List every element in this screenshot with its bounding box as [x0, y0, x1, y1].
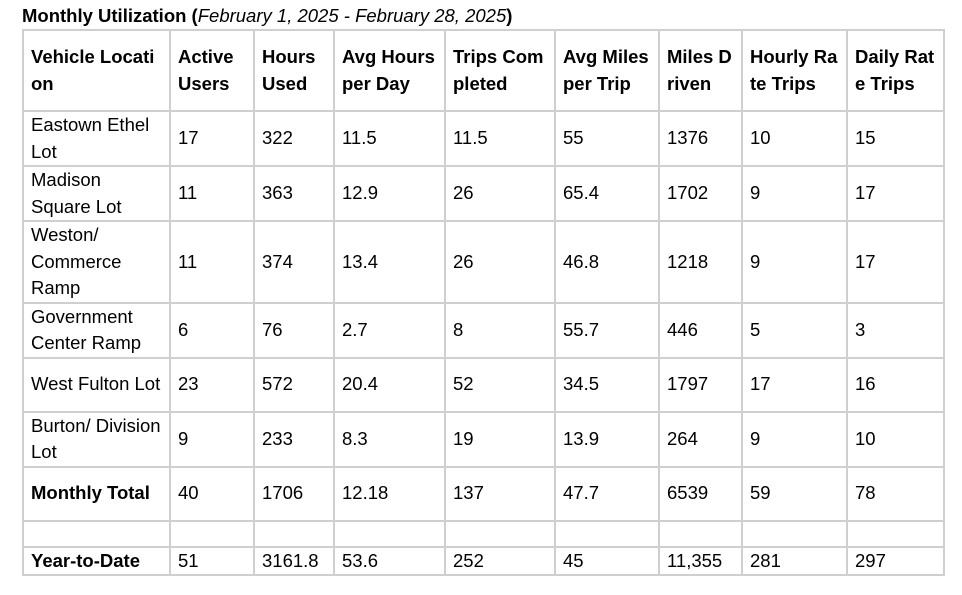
daily-rate-cell: 78: [847, 467, 944, 521]
location-cell: West Fulton Lot: [23, 358, 170, 412]
trips-completed-cell: 137: [445, 467, 555, 521]
daily-rate-cell: 15: [847, 111, 944, 166]
empty-cell: [23, 521, 170, 547]
utilization-table: [22, 29, 945, 576]
header-miles-driven: Miles Driven: [659, 30, 742, 111]
table-row: [23, 358, 944, 412]
hourly-rate-cell: 9: [742, 412, 847, 467]
active-users-cell: 40: [170, 467, 254, 521]
avg-hours-cell: 13.4: [334, 221, 445, 303]
avg-miles-cell: 55.7: [555, 303, 659, 358]
location-cell: Madison Square Lot: [23, 166, 170, 221]
date-range: February 1, 2025 - February 28, 2025: [197, 5, 507, 26]
title-close: ): [506, 5, 513, 26]
report-title: [22, 5, 945, 29]
avg-hours-cell: 8.3: [334, 412, 445, 467]
hourly-rate-cell: 9: [742, 166, 847, 221]
header-active-users: Active Users: [170, 30, 254, 111]
miles-driven-cell: 6539: [659, 467, 742, 521]
avg-hours-cell: 12.9: [334, 166, 445, 221]
hourly-rate-cell: 9: [742, 221, 847, 303]
miles-driven-cell: 1702: [659, 166, 742, 221]
active-users-cell: 9: [170, 412, 254, 467]
trips-completed-cell: 11.5: [445, 111, 555, 166]
location-cell: Weston/ Commerce Ramp: [23, 221, 170, 303]
hourly-rate-cell: 10: [742, 111, 847, 166]
trips-completed-cell: 19: [445, 412, 555, 467]
trips-completed-cell: 252: [445, 547, 555, 576]
daily-rate-cell: 16: [847, 358, 944, 412]
hours-used-cell: 572: [254, 358, 334, 412]
avg-hours-cell: 12.18: [334, 467, 445, 521]
table-row: [23, 303, 944, 358]
active-users-cell: 6: [170, 303, 254, 358]
avg-miles-cell: 46.8: [555, 221, 659, 303]
avg-miles-cell: 34.5: [555, 358, 659, 412]
avg-miles-cell: 13.9: [555, 412, 659, 467]
empty-cell: [334, 521, 445, 547]
location-cell: Burton/ Division Lot: [23, 412, 170, 467]
miles-driven-cell: 264: [659, 412, 742, 467]
header-vehicle-location: Vehicle Location: [23, 30, 170, 111]
title-label: Monthly Utilization (: [22, 5, 198, 26]
active-users-cell: 11: [170, 221, 254, 303]
location-cell: Government Center Ramp: [23, 303, 170, 358]
hours-used-cell: 1706: [254, 467, 334, 521]
avg-hours-cell: 20.4: [334, 358, 445, 412]
hourly-rate-cell: 281: [742, 547, 847, 576]
trips-completed-cell: 52: [445, 358, 555, 412]
header-trips-completed: Trips Completed: [445, 30, 555, 111]
daily-rate-cell: 3: [847, 303, 944, 358]
empty-cell: [445, 521, 555, 547]
avg-hours-cell: 2.7: [334, 303, 445, 358]
hours-used-cell: 322: [254, 111, 334, 166]
spacer-row: [23, 521, 944, 547]
miles-driven-cell: 1376: [659, 111, 742, 166]
hourly-rate-cell: 5: [742, 303, 847, 358]
empty-cell: [254, 521, 334, 547]
avg-miles-cell: 45: [555, 547, 659, 576]
active-users-cell: 17: [170, 111, 254, 166]
daily-rate-cell: 297: [847, 547, 944, 576]
active-users-cell: 51: [170, 547, 254, 576]
year-to-date-label: Year-to-Date: [23, 547, 170, 576]
empty-cell: [659, 521, 742, 547]
daily-rate-cell: 17: [847, 221, 944, 303]
active-users-cell: 11: [170, 166, 254, 221]
table-row: [23, 221, 944, 303]
empty-cell: [170, 521, 254, 547]
header-avg-hours-per-day: Avg Hours per Day: [334, 30, 445, 111]
empty-cell: [847, 521, 944, 547]
hours-used-cell: 3161.8: [254, 547, 334, 576]
active-users-cell: 23: [170, 358, 254, 412]
avg-miles-cell: 55: [555, 111, 659, 166]
table-row: [23, 166, 944, 221]
trips-completed-cell: 26: [445, 221, 555, 303]
header-daily-rate-trips: Daily Rate Trips: [847, 30, 944, 111]
daily-rate-cell: 17: [847, 166, 944, 221]
utilization-report: [22, 5, 945, 576]
header-row: [23, 30, 944, 111]
table-row: [23, 412, 944, 467]
avg-hours-cell: 53.6: [334, 547, 445, 576]
trips-completed-cell: 26: [445, 166, 555, 221]
hours-used-cell: 233: [254, 412, 334, 467]
trips-completed-cell: 8: [445, 303, 555, 358]
header-hours-used: Hours Used: [254, 30, 334, 111]
miles-driven-cell: 11,355: [659, 547, 742, 576]
miles-driven-cell: 1797: [659, 358, 742, 412]
avg-hours-cell: 11.5: [334, 111, 445, 166]
table-row: [23, 111, 944, 166]
hourly-rate-cell: 17: [742, 358, 847, 412]
monthly-total-row: [23, 467, 944, 521]
avg-miles-cell: 65.4: [555, 166, 659, 221]
daily-rate-cell: 10: [847, 412, 944, 467]
empty-cell: [742, 521, 847, 547]
miles-driven-cell: 446: [659, 303, 742, 358]
miles-driven-cell: 1218: [659, 221, 742, 303]
empty-cell: [555, 521, 659, 547]
monthly-total-label: Monthly Total: [23, 467, 170, 521]
location-cell: Eastown Ethel Lot: [23, 111, 170, 166]
avg-miles-cell: 47.7: [555, 467, 659, 521]
hourly-rate-cell: 59: [742, 467, 847, 521]
hours-used-cell: 374: [254, 221, 334, 303]
hours-used-cell: 363: [254, 166, 334, 221]
header-avg-miles-per-trip: Avg Miles per Trip: [555, 30, 659, 111]
year-to-date-row: [23, 547, 944, 576]
header-hourly-rate-trips: Hourly Rate Trips: [742, 30, 847, 111]
hours-used-cell: 76: [254, 303, 334, 358]
